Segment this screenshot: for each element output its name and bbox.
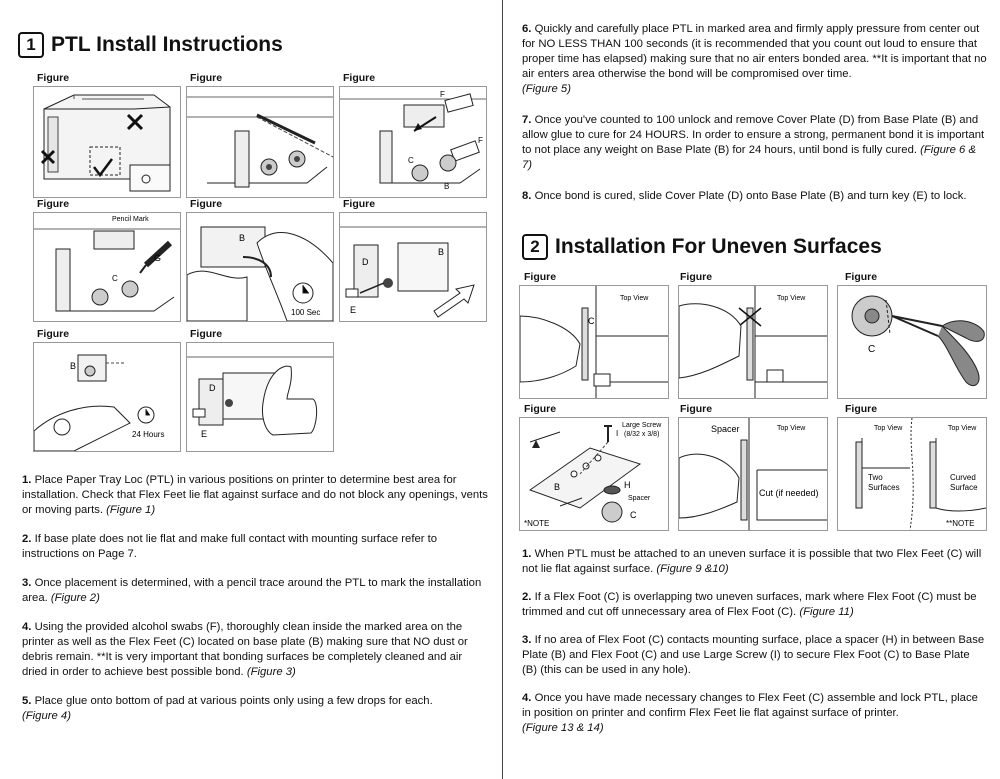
figure-11-label: Figure xyxy=(845,271,878,283)
uneven-step-2: 2. If a Flex Foot (C) is overlapping two uneven surfaces, mark where Flex Foot (C) must be trimmed and cut off unnecessary area of Flex Foot (C). (Figure 11) xyxy=(522,591,977,618)
figure-5-label: Figure xyxy=(190,198,223,210)
uneven-step-4: 4. Once you have made necessary changes to Flex Feet (C) assemble and lock PTL, place in position on printer and confirm Flex Feet lie flat against surface of printer. (Figure 13 & 14) xyxy=(522,692,978,734)
figure-3-callout-f1: F xyxy=(440,90,445,99)
figure-6-callout-d: D xyxy=(362,257,369,267)
figure-2-label: Figure xyxy=(190,72,223,84)
figure-12-callout-i: I xyxy=(616,429,619,438)
figure-7-callout-b: B xyxy=(70,361,77,371)
section1-heading xyxy=(18,32,283,58)
section1-title: PTL Install Instructions xyxy=(51,33,283,56)
figure-4-callout-g: G xyxy=(154,253,162,263)
figure-7-illustration xyxy=(33,342,181,452)
figure-14-callout-two: Two xyxy=(868,473,883,482)
section1-number: 1 xyxy=(18,32,44,58)
figure-4-callout-c: C xyxy=(112,274,118,283)
figure-14-callout-top-view-2: Top View xyxy=(948,425,977,432)
figure-10-callout-top-view: Top View xyxy=(777,295,806,302)
figure-14-callout-surfaces: Surfaces xyxy=(868,483,900,492)
figure-9-illustration xyxy=(519,285,669,399)
figure-13-callout-cut: Cut (if needed) xyxy=(759,488,819,498)
figure-13-callout-top-view: Top View xyxy=(777,425,806,432)
right-bottom-steps xyxy=(522,547,987,750)
step-7: 7. Once you've counted to 100 unlock and remove Cover Plate (D) from Base Plate (B) and allow glue to cure for 24 HOURS. In order to ensure a strong, permanent bond it is important to not place any weight on Base Plate (B) for 24 hours, until bond is fully cured. (Figure 6 & 7) xyxy=(522,114,985,171)
figure-13-callout-spacer: Spacer xyxy=(711,424,740,434)
figure-4-label: Figure xyxy=(37,198,70,210)
figure-13-illustration xyxy=(678,417,828,531)
figure-9-label: Figure xyxy=(524,271,557,283)
section2-heading xyxy=(522,234,882,260)
figure-2-illustration xyxy=(186,86,334,198)
figure-14-callout-surface: Surface xyxy=(950,483,978,492)
uneven-step-3: 3. If no area of Flex Foot (C) contacts mounting surface, place a spacer (H) in between Base Plate (B) and Flex Foot (C) and use Large Screw (I) to secure Flex Foot (C) to Base Plate (B) (this can be used in any hole). xyxy=(522,634,985,676)
figure-12-callout-c: C xyxy=(630,510,637,520)
figure-1-label: Figure xyxy=(37,72,70,84)
figure-4-callout-pencil-mark: Pencil Mark xyxy=(112,216,149,223)
figure-10-illustration xyxy=(678,285,828,399)
step-3: 3. Once placement is determined, with a pencil trace around the PTL to mark the installation area. (Figure 2) xyxy=(22,577,482,604)
figure-1-illustration xyxy=(33,86,181,198)
figure-8-callout-e: E xyxy=(201,429,208,439)
figure-6-callout-b: B xyxy=(438,247,445,257)
figure-12-callout-spacer: Spacer xyxy=(628,495,651,502)
step-2: 2. If base plate does not lie flat and make full contact with mounting surface refer to instructions on Page 7. xyxy=(22,533,438,560)
figure-6-label: Figure xyxy=(343,198,376,210)
figure-3-callout-b: B xyxy=(444,182,450,191)
figure-14-callout-curved: Curved xyxy=(950,473,976,482)
figure-14-illustration xyxy=(837,417,987,531)
step-1: 1. Place Paper Tray Loc (PTL) in various positions on printer to determine best area for installation. Check that Flex Feet lie flat against surface and do not block any openings, vents or moving parts. (Figure 1) xyxy=(22,474,488,516)
figure-12-note: *NOTE xyxy=(524,519,550,528)
figure-3-callout-c: C xyxy=(408,156,414,165)
figure-5-illustration xyxy=(186,212,334,322)
uneven-step-1: 1. When PTL must be attached to an uneven surface it is possible that two Flex Feet (C) will not lie flat against surface. (Figure 9 &10) xyxy=(522,548,982,575)
figure-7-label: Figure xyxy=(37,328,70,340)
figure-14-callout-top-view-1: Top View xyxy=(874,425,903,432)
figure-11-illustration xyxy=(837,285,987,399)
figure-12-callout-h: H xyxy=(624,480,631,490)
figure-14-label: Figure xyxy=(845,403,878,415)
figure-12-callout-b: B xyxy=(554,482,561,492)
figure-4-illustration xyxy=(33,212,181,322)
figure-5-callout-b: B xyxy=(239,233,246,243)
section2-number: 2 xyxy=(522,234,548,260)
figure-8-callout-d: D xyxy=(209,383,216,393)
step-4: 4. Using the provided alcohol swabs (F), thoroughly clean inside the marked area on the printer as well as the Flex Feet (C) located on base plate (B) making sure that NO dust or debris remain. **It is very important that bonding surfaces be completely cleaned and air dried in order to achieve best possible bond. (Figure 3) xyxy=(22,621,468,678)
figure-9-callout-top-view: Top View xyxy=(620,295,649,302)
figure-5-callout-100sec: 100 Sec xyxy=(291,308,321,317)
figure-3-label: Figure xyxy=(343,72,376,84)
figure-7-callout-24hours: 24 Hours xyxy=(132,430,165,439)
figure-6-illustration xyxy=(339,212,487,322)
figure-8-illustration xyxy=(186,342,334,452)
figure-6-callout-e: E xyxy=(350,305,357,315)
figure-10-label: Figure xyxy=(680,271,713,283)
step-6: 6. Quickly and carefully place PTL in marked area and firmly apply pressure from center out for NO LESS THAN 100 seconds (it is recommended that you count out loud to ensure that proper time has elapsed) making sure that no air enters bonded area. **It is important that no air enters area otherwise the bond will be compromised over time. (Figure 5) xyxy=(522,23,987,95)
figure-9-callout-c: C xyxy=(588,316,595,326)
left-steps xyxy=(22,473,490,738)
step-5: 5. Place glue onto bottom of pad at various points only using a few drops for each. (Figure 4) xyxy=(22,695,433,722)
figure-13-label: Figure xyxy=(680,403,713,415)
figure-12-illustration xyxy=(519,417,669,531)
right-page xyxy=(503,0,1000,779)
figure-11-callout-c: C xyxy=(868,344,876,355)
figure-12-label: Figure xyxy=(524,403,557,415)
section2-title: Installation For Uneven Surfaces xyxy=(555,235,882,258)
figure-8-label: Figure xyxy=(190,328,223,340)
figure-3-callout-f2: F xyxy=(478,136,483,145)
figure-3-illustration xyxy=(339,86,487,198)
figure-14-note: **NOTE xyxy=(946,519,975,528)
figure-12-callout-large-screw: Large Screw xyxy=(622,422,662,429)
figure-12-callout-size: (8/32 x 3/8) xyxy=(624,431,660,438)
right-top-steps xyxy=(522,22,987,218)
step-8: 8. Once bond is cured, slide Cover Plate (D) onto Base Plate (B) and turn key (E) to lock. xyxy=(522,190,967,202)
